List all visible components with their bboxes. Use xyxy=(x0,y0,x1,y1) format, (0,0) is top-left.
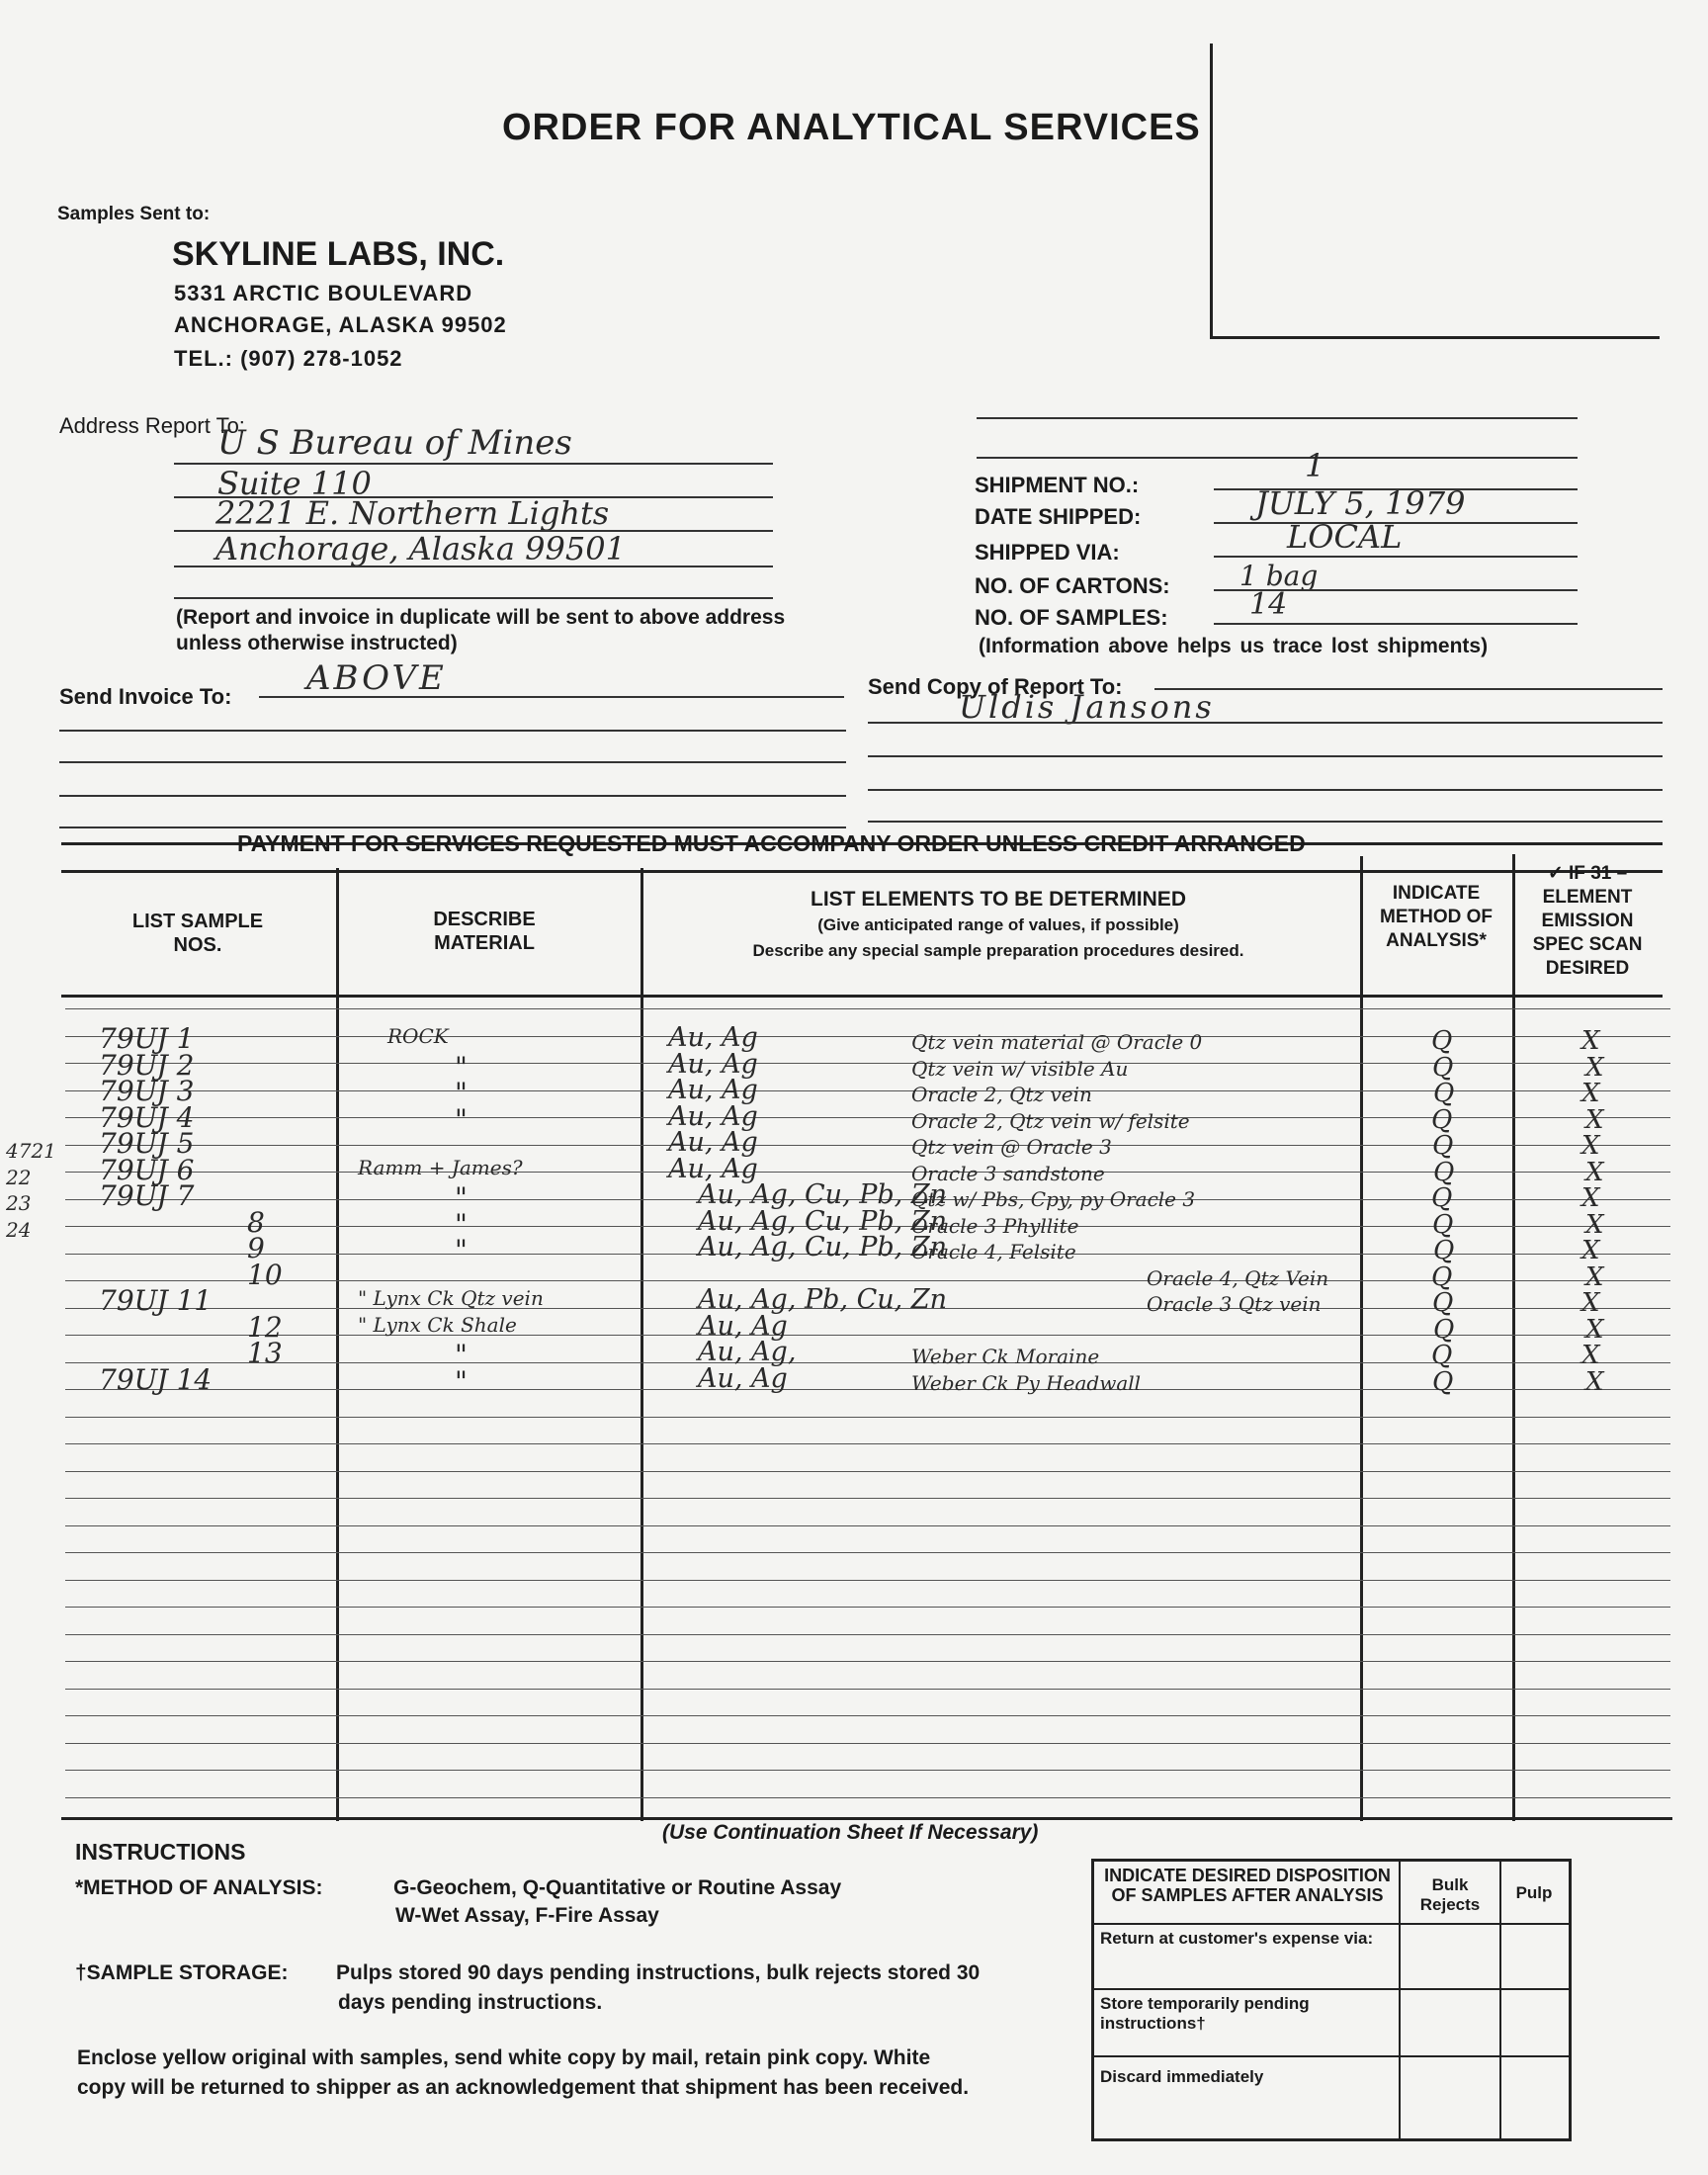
continuation-note: (Use Continuation Sheet If Necessary) xyxy=(662,1821,1039,1844)
table-rule-line xyxy=(65,1145,1670,1146)
scan-cell[interactable]: X xyxy=(1585,1104,1604,1135)
description-cell[interactable]: Weber Ck Py Headwall xyxy=(911,1370,1142,1395)
method-cell[interactable]: Q xyxy=(1432,1131,1454,1161)
material-cell[interactable]: " xyxy=(455,1364,468,1398)
sample-number[interactable]: 79UJ 3 xyxy=(99,1075,195,1107)
discard-immediately-label: Discard immediately xyxy=(1100,2067,1264,2086)
scan-cell[interactable]: X xyxy=(1581,1236,1600,1265)
storage-line-2: days pending instructions. xyxy=(338,1991,603,2014)
shipped-via-value[interactable]: LOCAL xyxy=(1287,518,1403,556)
elements-cell[interactable]: Au, Ag, Cu, Pb, Zn xyxy=(698,1232,947,1262)
material-cell[interactable]: ROCK xyxy=(387,1024,449,1048)
material-cell[interactable]: " xyxy=(455,1181,468,1214)
sample-number[interactable]: 79UJ 14 xyxy=(99,1362,213,1396)
table-rule-line xyxy=(65,1498,1670,1499)
table-rule-line xyxy=(65,1335,1670,1336)
scan-cell[interactable]: X xyxy=(1585,1314,1604,1345)
method-cell[interactable]: Q xyxy=(1431,1104,1453,1135)
elements-cell[interactable]: Au, Ag xyxy=(668,1048,758,1080)
table-rule-line xyxy=(65,1634,1670,1635)
method-cell[interactable]: Q xyxy=(1431,1341,1453,1370)
description-cell[interactable]: Oracle 3 Phyllite xyxy=(911,1213,1079,1238)
scan-cell[interactable]: X xyxy=(1585,1209,1604,1240)
material-cell[interactable]: " xyxy=(455,1102,468,1136)
scan-cell[interactable]: X xyxy=(1581,1079,1600,1108)
table-rule-line xyxy=(65,1063,1670,1064)
sample-prefix: 23 xyxy=(6,1191,32,1215)
method-cell[interactable]: Q xyxy=(1433,1157,1455,1187)
table-rule-line xyxy=(65,1362,1670,1363)
table-rule-line xyxy=(65,1008,1670,1009)
disposition-header: INDICATE DESIRED DISPOSITION OF SAMPLES AFTER ANALYSIS xyxy=(1104,1866,1391,1905)
method-cell[interactable]: Q xyxy=(1432,1052,1454,1083)
material-cell[interactable]: " xyxy=(455,1234,468,1266)
sample-number[interactable]: 9 xyxy=(247,1232,265,1264)
scan-cell[interactable]: X xyxy=(1581,1288,1600,1318)
sample-number[interactable]: 79UJ 6 xyxy=(99,1153,195,1186)
material-cell[interactable]: " xyxy=(455,1050,468,1084)
sample-number[interactable]: 13 xyxy=(247,1337,283,1369)
description-cell[interactable]: Oracle 4, Qtz Vein xyxy=(1147,1265,1329,1290)
scan-cell[interactable]: X xyxy=(1581,1183,1600,1213)
sample-number[interactable]: 79UJ 11 xyxy=(99,1284,213,1317)
sample-number[interactable]: 79UJ 5 xyxy=(99,1127,195,1160)
table-rule-line xyxy=(65,1443,1670,1444)
scan-cell[interactable]: X xyxy=(1585,1157,1604,1187)
scan-cell[interactable]: X xyxy=(1581,1341,1600,1370)
header-elements: LIST ELEMENTS TO BE DETERMINED xyxy=(811,888,1186,911)
elements-cell[interactable]: Au, Ag xyxy=(668,1153,758,1184)
lab-telephone: TEL.: (907) 278-1052 xyxy=(174,346,403,371)
report-address-line-2[interactable]: Suite 110 xyxy=(217,465,372,502)
enclose-line-2: copy will be returned to shipper as an acknowledgement that shipment has been received. xyxy=(77,2076,970,2099)
description-cell[interactable]: Oracle 3 sandstone xyxy=(911,1161,1105,1185)
copy-label: Send Copy of Report To: xyxy=(868,674,1123,699)
table-rule-line xyxy=(65,1661,1670,1662)
store-bulk-checkbox[interactable] xyxy=(1401,1990,1497,2053)
method-line-1: G-Geochem, Q-Quantitative or Routine Assay xyxy=(393,1876,842,1899)
sample-prefix: 24 xyxy=(6,1217,32,1242)
method-cell[interactable]: Q xyxy=(1431,1262,1453,1292)
table-rule-line xyxy=(65,1280,1670,1281)
scan-cell[interactable]: X xyxy=(1585,1262,1604,1292)
header-material: DESCRIBE MATERIAL xyxy=(433,909,536,954)
report-address-line-1[interactable]: U S Bureau of Mines xyxy=(217,423,572,463)
material-cell[interactable]: " xyxy=(455,1077,468,1109)
discard-bulk-checkbox[interactable] xyxy=(1401,2057,1497,2136)
corner-box xyxy=(1210,44,1660,339)
method-cell[interactable]: Q xyxy=(1433,1314,1455,1345)
description-cell[interactable]: Qtz vein w/ visible Au xyxy=(911,1056,1129,1081)
samples-sent-label: Samples Sent to: xyxy=(57,204,211,224)
storage-label: †SAMPLE STORAGE: xyxy=(75,1961,289,1984)
method-cell[interactable]: Q xyxy=(1432,1366,1454,1397)
method-line-2: W-Wet Assay, F-Fire Assay xyxy=(395,1904,659,1927)
elements-cell[interactable]: Au, Ag xyxy=(668,1127,758,1158)
table-rule-line xyxy=(65,1607,1670,1608)
disposition-box xyxy=(1091,1859,1572,2141)
header-elements-sub1: (Give anticipated range of values, if possible) xyxy=(817,915,1179,934)
scan-cell[interactable]: X xyxy=(1581,1026,1600,1056)
instructions-heading: INSTRUCTIONS xyxy=(75,1839,246,1865)
shipment-note: (Information above helps us trace lost shipments) xyxy=(979,635,1489,657)
sample-prefix: 4721 xyxy=(6,1139,56,1163)
description-cell[interactable]: Oracle 4, Felsite xyxy=(911,1240,1076,1263)
table-rule-line xyxy=(65,1580,1670,1581)
return-pulp-checkbox[interactable] xyxy=(1501,1925,1567,1986)
sample-number[interactable]: 79UJ 4 xyxy=(99,1100,195,1134)
method-label: *METHOD OF ANALYSIS: xyxy=(75,1876,323,1899)
header-sample-nos: LIST SAMPLE NOS. xyxy=(131,911,264,956)
invoice-label: Send Invoice To: xyxy=(59,684,232,709)
address-report-label: Address Report To: xyxy=(59,413,245,438)
cartons-value[interactable]: 1 bag xyxy=(1239,560,1319,592)
elements-cell[interactable]: Au, Ag xyxy=(698,1362,788,1394)
scan-cell[interactable]: X xyxy=(1585,1366,1604,1397)
table-rule-line xyxy=(65,1090,1670,1091)
shipment-no-label: SHIPMENT NO.: xyxy=(975,473,1140,497)
sample-number[interactable]: 12 xyxy=(247,1310,283,1344)
table-rule-line xyxy=(65,1770,1670,1771)
material-cell[interactable]: " xyxy=(455,1207,468,1241)
discard-pulp-checkbox[interactable] xyxy=(1501,2057,1567,2136)
sample-number[interactable]: 8 xyxy=(247,1205,265,1239)
shipped-via-label: SHIPPED VIA: xyxy=(975,540,1120,565)
store-temporarily-label: Store temporarily pending instructions† xyxy=(1100,1994,1310,2033)
report-address-line-4[interactable]: Anchorage, Alaska 99501 xyxy=(215,530,626,567)
table-rule-line xyxy=(65,1525,1670,1526)
table-rule-line xyxy=(65,1036,1670,1037)
storage-line-1: Pulps stored 90 days pending instructions, bulk rejects stored 30 xyxy=(336,1961,981,1984)
method-cell[interactable]: Q xyxy=(1433,1236,1455,1265)
lab-address-2: ANCHORAGE, ALASKA 99502 xyxy=(174,312,507,337)
bulk-rejects-header: Bulk Rejects xyxy=(1419,1875,1481,1914)
sample-prefix: 22 xyxy=(6,1165,32,1189)
pulp-header: Pulp xyxy=(1515,1883,1553,1902)
header-scan: ✓ IF 31 – ELEMENT EMISSION SPEC SCAN DESIRED xyxy=(1532,863,1643,979)
sample-number[interactable]: 10 xyxy=(247,1258,283,1291)
elements-cell[interactable]: Au, Ag xyxy=(698,1310,788,1342)
samples-label: NO. OF SAMPLES: xyxy=(975,605,1168,630)
table-rule-line xyxy=(65,1689,1670,1690)
method-cell[interactable]: Q xyxy=(1432,1209,1454,1240)
description-cell[interactable]: Oracle 2, Qtz vein w/ felsite xyxy=(911,1108,1190,1133)
description-cell[interactable]: Qtz w/ Pbs, Cpy, py Oracle 3 xyxy=(911,1187,1196,1211)
description-cell[interactable]: Qtz vein material @ Oracle 0 xyxy=(911,1030,1203,1054)
method-cell[interactable]: Q xyxy=(1431,1026,1453,1056)
material-cell[interactable]: Ramm + James? xyxy=(358,1155,523,1179)
table-rule-line xyxy=(65,1715,1670,1716)
table-rule-line xyxy=(65,1552,1670,1553)
elements-cell[interactable]: Au, Ag, xyxy=(698,1337,797,1367)
description-cell[interactable]: Weber Ck Moraine xyxy=(911,1345,1100,1368)
method-cell[interactable]: Q xyxy=(1432,1288,1454,1318)
elements-cell[interactable]: Au, Ag xyxy=(668,1022,758,1053)
elements-cell[interactable]: Au, Ag, Pb, Cu, Zn xyxy=(698,1284,947,1315)
material-cell[interactable]: " Lynx Ck Shale xyxy=(358,1312,517,1337)
material-cell[interactable]: " xyxy=(455,1339,468,1371)
lab-address-1: 5331 ARCTIC BOULEVARD xyxy=(174,281,473,305)
samples-value[interactable]: 14 xyxy=(1249,587,1288,622)
invoice-value[interactable]: ABOVE xyxy=(306,658,447,698)
method-cell[interactable]: Q xyxy=(1431,1183,1453,1213)
cartons-label: NO. OF CARTONS: xyxy=(975,573,1170,598)
shipment-no-value[interactable]: 1 xyxy=(1305,447,1325,484)
table-rule-line xyxy=(65,1389,1670,1390)
table-rule-line xyxy=(65,1743,1670,1744)
sample-number[interactable]: 79UJ 7 xyxy=(99,1179,195,1212)
description-cell[interactable]: Qtz vein @ Oracle 3 xyxy=(911,1135,1112,1159)
table-rule-line xyxy=(65,1117,1670,1118)
table-rule-line xyxy=(65,1417,1670,1418)
scan-cell[interactable]: X xyxy=(1585,1052,1604,1083)
return-bulk-checkbox[interactable] xyxy=(1401,1925,1497,1986)
header-elements-sub2: Describe any special sample preparation procedures desired. xyxy=(752,941,1244,960)
report-note: (Report and invoice in duplicate will be sent to above address unless otherwise instructed) xyxy=(176,606,786,654)
payment-notice: PAYMENT FOR SERVICES REQUESTED MUST ACCOMPANY ORDER UNLESS CREDIT ARRANGED xyxy=(237,830,1306,856)
elements-cell[interactable]: Au, Ag xyxy=(668,1075,758,1105)
elements-cell[interactable]: Au, Ag, Cu, Pb, Zn xyxy=(698,1179,947,1210)
elements-cell[interactable]: Au, Ag, Cu, Pb, Zn xyxy=(698,1205,947,1237)
description-cell[interactable]: Oracle 3 Qtz vein xyxy=(1147,1292,1322,1316)
table-rule-line xyxy=(65,1797,1670,1798)
date-shipped-label: DATE SHIPPED: xyxy=(975,504,1142,529)
elements-cell[interactable]: Au, Ag xyxy=(668,1100,758,1132)
lab-name: SKYLINE LABS, INC. xyxy=(172,235,505,273)
sample-number[interactable]: 79UJ 1 xyxy=(99,1022,195,1055)
copy-value[interactable]: Uldis Jansons xyxy=(959,688,1215,726)
method-cell[interactable]: Q xyxy=(1433,1079,1455,1108)
table-rule-line xyxy=(65,1471,1670,1472)
store-pulp-checkbox[interactable] xyxy=(1501,1990,1567,2053)
description-cell[interactable]: Oracle 2, Qtz vein xyxy=(911,1083,1092,1106)
enclose-line-1: Enclose yellow original with samples, send white copy by mail, retain pink copy. White xyxy=(77,2046,931,2069)
material-cell[interactable]: " Lynx Ck Qtz vein xyxy=(358,1286,544,1310)
page-title: ORDER FOR ANALYTICAL SERVICES xyxy=(502,107,1201,148)
scan-cell[interactable]: X xyxy=(1581,1131,1600,1161)
return-expense-label: Return at customer's expense via: xyxy=(1100,1929,1374,1948)
sample-number[interactable]: 79UJ 2 xyxy=(99,1048,195,1082)
table-rule-line xyxy=(65,1172,1670,1173)
report-address-line-3[interactable]: 2221 E. Northern Lights xyxy=(215,494,610,532)
date-shipped-value[interactable]: JULY 5, 1979 xyxy=(1255,484,1466,522)
header-method: INDICATE METHOD OF ANALYSIS* xyxy=(1380,883,1493,951)
